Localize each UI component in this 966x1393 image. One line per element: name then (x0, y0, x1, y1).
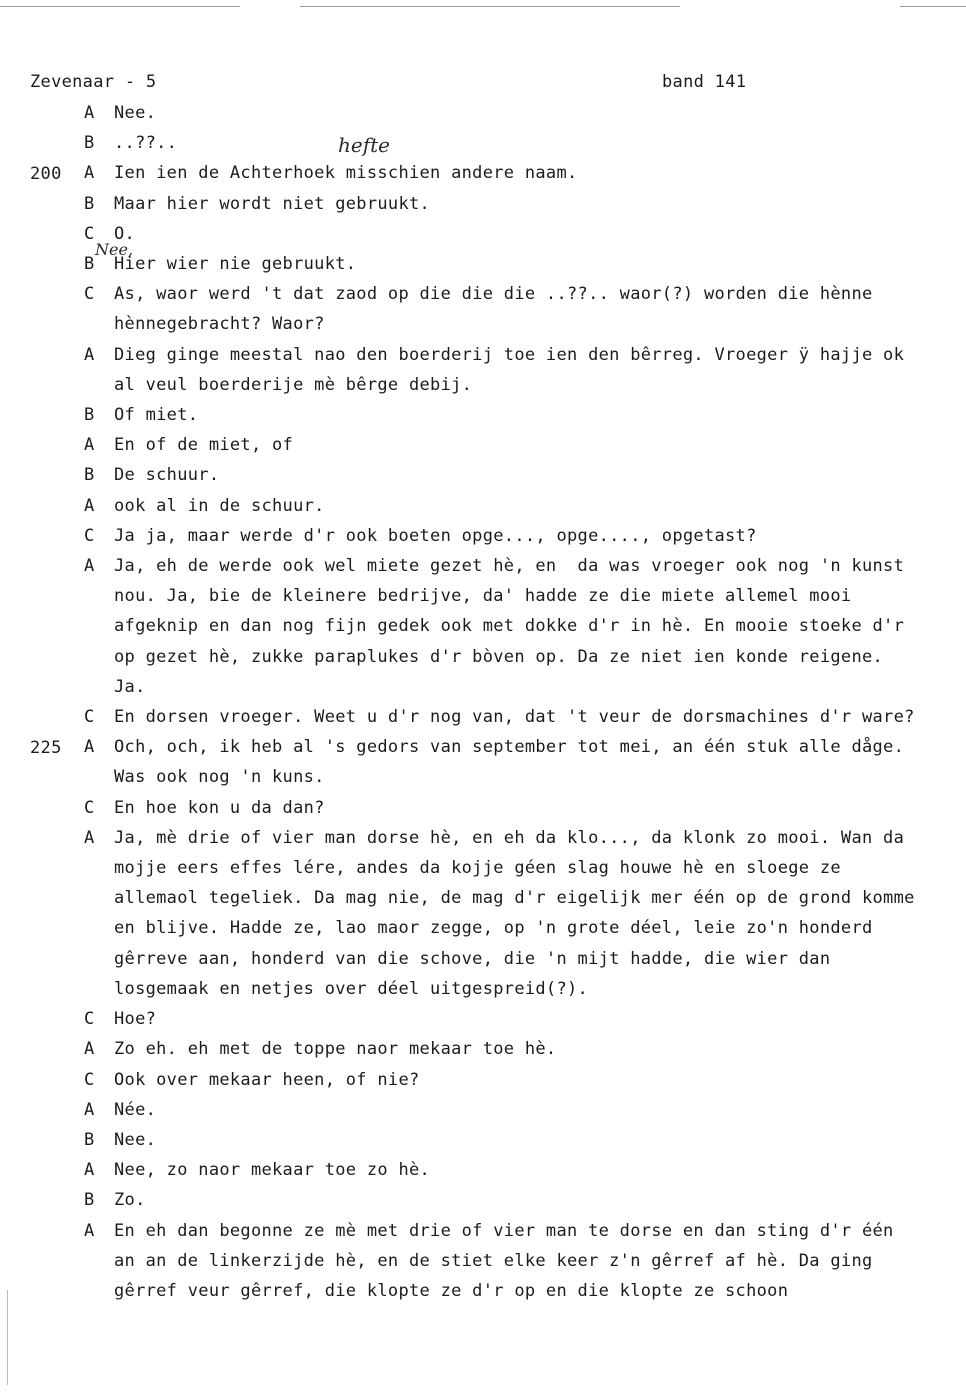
scan-edge-line (900, 6, 966, 7)
speaker-label: C (84, 525, 95, 546)
turn-text: Maar hier wordt niet gebruukt. (114, 193, 431, 214)
speaker-label: B (84, 465, 95, 486)
speaker-label: A (84, 163, 95, 184)
transcript-turn (84, 430, 920, 460)
transcript-turn (84, 823, 926, 1004)
turn-text: Née. (114, 1099, 157, 1120)
page-header-right: band 141 (662, 72, 747, 92)
turn-text: En eh dan begonne ze mè met drie of vier man te dorse en dan sting d'r één an an de linkerzijde hè, en de stiet elke keer z'n gêrref af hè. Da ging gêrref veur gêrref, die klopte ze d'r op en die klopte ze schoon (114, 1220, 905, 1301)
transcript-turn (84, 1185, 920, 1215)
margin-line-number: 200 (30, 164, 62, 184)
turn-text: O. (114, 223, 136, 244)
speaker-label: A (84, 103, 95, 123)
speaker-label: C (84, 284, 95, 305)
turn-text: Ja, mè drie of vier man dorse hè, en eh da klo..., da klonk zo mooi. Wan da mojje eers effes lére, andes da kojje géen slag houwe hè en sloege ze allemaol tegeliek. Da mag nie, de mag d'r eigelijk mer één op de grond komme en blijve. Hadde ze, lao maor zegge, op 'n grote déel, leie zo'n honderd gêrreve aan, honderd van die schove, die 'n mijt hadde, die wier dan losgemaak en netjes over déel uitgespreid(?). (114, 827, 926, 999)
turn-text: Zo eh. eh met de toppe naor mekaar toe hè. (114, 1039, 557, 1060)
transcript-turn (84, 249, 920, 279)
transcript-turn (84, 1095, 920, 1125)
margin-line-number: 225 (30, 738, 62, 758)
turn-text: Of miet. (114, 405, 199, 426)
turn-text: Nee, zo naor mekaar toe zo hè. (114, 1160, 431, 1181)
handwritten-annotation: hefte (338, 133, 390, 157)
speaker-label: B (84, 133, 95, 154)
speaker-label: A (84, 1099, 95, 1120)
transcript-turn (84, 1216, 920, 1307)
turn-text: ..??.. (114, 133, 178, 154)
page-header-left: Zevenaar - 5 (30, 72, 157, 92)
turn-text: En hoe kon u da dan? (114, 797, 325, 818)
speaker-label: B (84, 254, 95, 275)
speaker-label: C (84, 1009, 95, 1030)
speaker-label: A (84, 556, 95, 577)
speaker-label: A (84, 827, 95, 848)
transcript-turn (84, 219, 920, 249)
transcript-turn (84, 521, 920, 551)
turn-text: Ja ja, maar werde d'r ook boeten opge..., opge...., opgetast? (114, 525, 757, 546)
transcript-turn (84, 491, 920, 521)
handwritten-annotation: Nee, (95, 240, 134, 259)
transcript-turn (84, 702, 920, 732)
speaker-label: C (84, 223, 95, 244)
binding-edge-line (7, 1290, 8, 1385)
transcript-turn (84, 551, 920, 702)
transcript-turn (84, 1034, 920, 1064)
turn-text: En dorsen vroeger. Weet u d'r nog van, dat 't veur de dorsmachines d'r ware? (114, 707, 915, 728)
speaker-label: B (84, 405, 95, 426)
transcript (84, 98, 926, 1306)
turn-text: Ook over mekaar heen, of nie? (114, 1069, 420, 1090)
turn-text: Ien ien de Achterhoek misschien andere naam. (114, 163, 578, 184)
speaker-label: A (84, 1220, 95, 1241)
transcript-turn (84, 158, 920, 188)
transcript-turn (84, 1004, 920, 1034)
scan-edge-line (300, 6, 680, 7)
speaker-label: B (84, 1190, 95, 1211)
turn-text: Nee. (114, 103, 157, 123)
turn-text: En of de miet, of (114, 435, 294, 456)
speaker-label: A (84, 344, 95, 365)
turn-text: As, waor werd 't dat zaod op die die die ..??.. waor(?) worden die hènne hènnegebracht? Waor? (114, 284, 884, 335)
turn-text: Hier wier nie gebruukt. (114, 254, 357, 275)
speaker-label: A (84, 495, 95, 516)
turn-text: De schuur. (114, 465, 220, 486)
turn-text: Dieg ginge meestal nao den boerderij toe ien den bêrreg. Vroeger ÿ hajje ok al veul boerderije mè bêrge debij. (114, 344, 915, 395)
speaker-label: C (84, 797, 95, 818)
turn-text: Och, och, ik heb al 's gedors van september tot mei, an één stuk alle dåge. Was ook nog 'n kuns. (114, 737, 915, 788)
turn-text: ook al in de schuur. (114, 495, 325, 516)
turn-text: Nee. (114, 1129, 157, 1150)
speaker-label: A (84, 737, 95, 758)
speaker-label: B (84, 1129, 95, 1150)
speaker-label: C (84, 707, 95, 728)
transcript-turn (84, 128, 920, 158)
transcript-turn (84, 732, 920, 792)
speaker-label: A (84, 1039, 95, 1060)
speaker-label: C (84, 1069, 95, 1090)
turn-text: Ja, eh de werde ook wel miete gezet hè, en da was vroeger ook nog 'n kunst nou. Ja, bie de kleinere bedrijve, da' hadde ze die miete allemel mooi afgeknip en dan nog fijn gedek ook met dokke d'r in hè. En mooie stoeke d'r op gezet hè, zukke paraplukes d'r bòven op. Da ze niet ien konde reigene. Ja. (114, 556, 915, 697)
speaker-label: B (84, 193, 95, 214)
speaker-label: A (84, 435, 95, 456)
transcript-turn (84, 340, 920, 400)
transcript-turn (84, 189, 920, 219)
scan-edge-line (0, 6, 240, 7)
transcript-turn (84, 1125, 920, 1155)
speaker-label: A (84, 1160, 95, 1181)
transcript-turn (84, 400, 920, 430)
turn-text: Hoe? (114, 1009, 157, 1030)
transcript-turn (84, 98, 920, 128)
turn-text: Zo. (114, 1190, 146, 1211)
transcript-turn (84, 279, 920, 339)
transcript-turn (84, 1155, 920, 1185)
transcript-turn (84, 460, 920, 490)
transcript-turn (84, 793, 920, 823)
transcript-turn (84, 1065, 920, 1095)
